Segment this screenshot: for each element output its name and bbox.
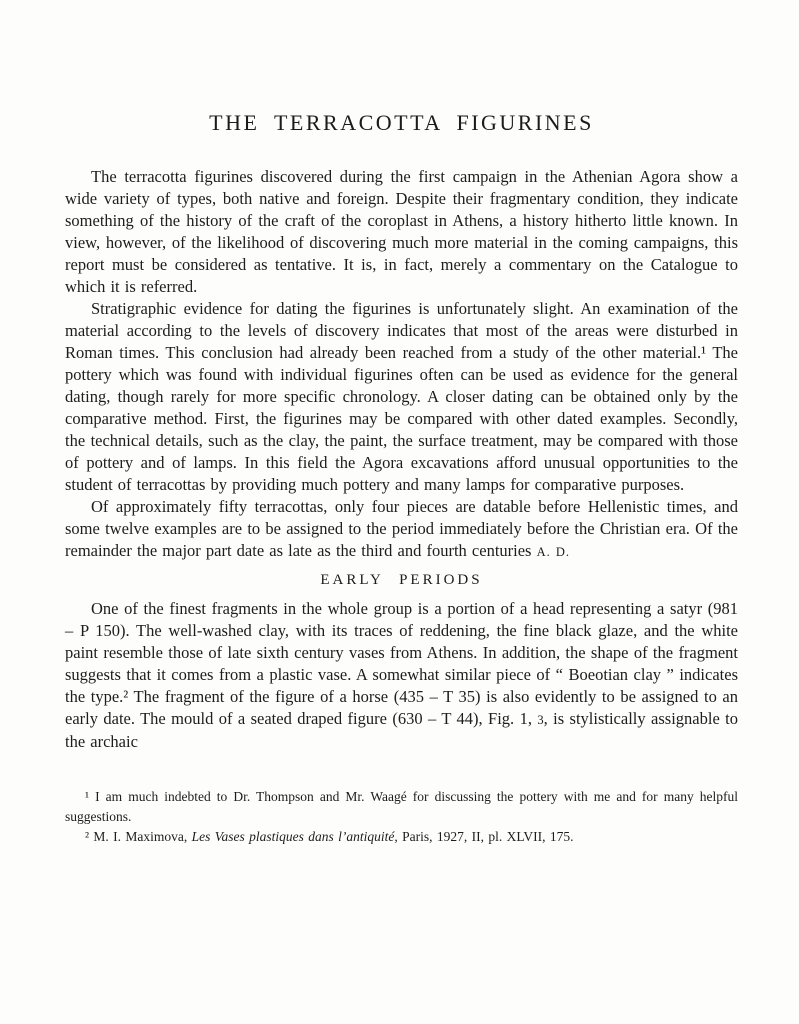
figure-item-number: 3 <box>537 713 544 727</box>
footnote-2-work-title: Les Vases plastiques dans l’antiquité <box>191 829 395 844</box>
paragraph-2: Stratigraphic evidence for dating the figurines is unfortunately slight. An examination of the material according to the levels of discovery indicates that most of the areas were disturbed in Roman times. This conclusion had already been reached from a study of the other material.¹ The pottery which was found with individual figurines often can be used as evidence for the general dating, though rarely for more specific chronology. A closer dating can be obtained only by the comparative method. First, the figurines may be compared with other dated examples. Secondly, the technical details, such as the clay, the paint, the surface treatment, may be compared with those of pottery and of lamps. In this field the Agora excavations afford unusual opportunities to the student of terracottas by providing much pottery and many lamps for comparative purposes. <box>65 299 738 494</box>
footnotes <box>65 787 738 847</box>
paragraph-4 <box>65 598 738 753</box>
section-heading: EARLY PERIODS <box>320 572 483 588</box>
footnote-1: ¹ I am much indebted to Dr. Thompson and Mr. Waagé for discussing the pottery with me and for many helpful suggestions. <box>65 789 738 824</box>
footnote-2-author: ² M. I. Maximova, <box>85 829 192 844</box>
page-title: THE TERRACOTTA FIGURINES <box>209 110 594 135</box>
paragraph-3-text: Of approximately fifty terracottas, only four pieces are datable before Hellenistic times, and some twelve examples are to be assigned to the period immediately before the Christian era. Of the remainder the major part date as late as the third and fourth centuries <box>65 497 738 560</box>
era-abbreviation: A. D. <box>536 545 571 559</box>
paragraph-4-text: One of the finest fragments in the whole group is a portion of a head representing a satyr (981 – P 150). The well-washed clay, with its traces of reddening, the fine black glaze, and the white paint resemble those of late sixth century vases from Athens. In addition, the shape of the fragment suggests that it comes from a plastic vase. A somewhat similar piece of “ Boeotian clay ” indicates the type.² The fragment of the figure of a horse (435 – T 35) is also evidently to be assigned to an early date. The mould of a seated draped figure (630 – T 44), Fig. 1, <box>65 599 738 728</box>
paragraph-1: The terracotta figurines discovered during the first campaign in the Athenian Agora show a wide variety of types, both native and foreign. Despite their fragmentary condition, they indicate something of the history of the craft of the coroplast in Athens, a history hitherto little known. In view, however, of the likelihood of discovering much more material in the coming campaigns, this report must be considered as tentative. It is, in fact, merely a commentary on the Catalogue to which it is referred. <box>65 167 738 296</box>
page-content <box>65 110 738 847</box>
footnote-2 <box>65 827 738 847</box>
footnote-2-citation: , Paris, 1927, II, pl. XLVII, 175. <box>394 829 574 844</box>
paragraph-4-tail: , is stylistically assignable to the archaic <box>65 709 738 751</box>
paragraph-3 <box>65 496 738 563</box>
